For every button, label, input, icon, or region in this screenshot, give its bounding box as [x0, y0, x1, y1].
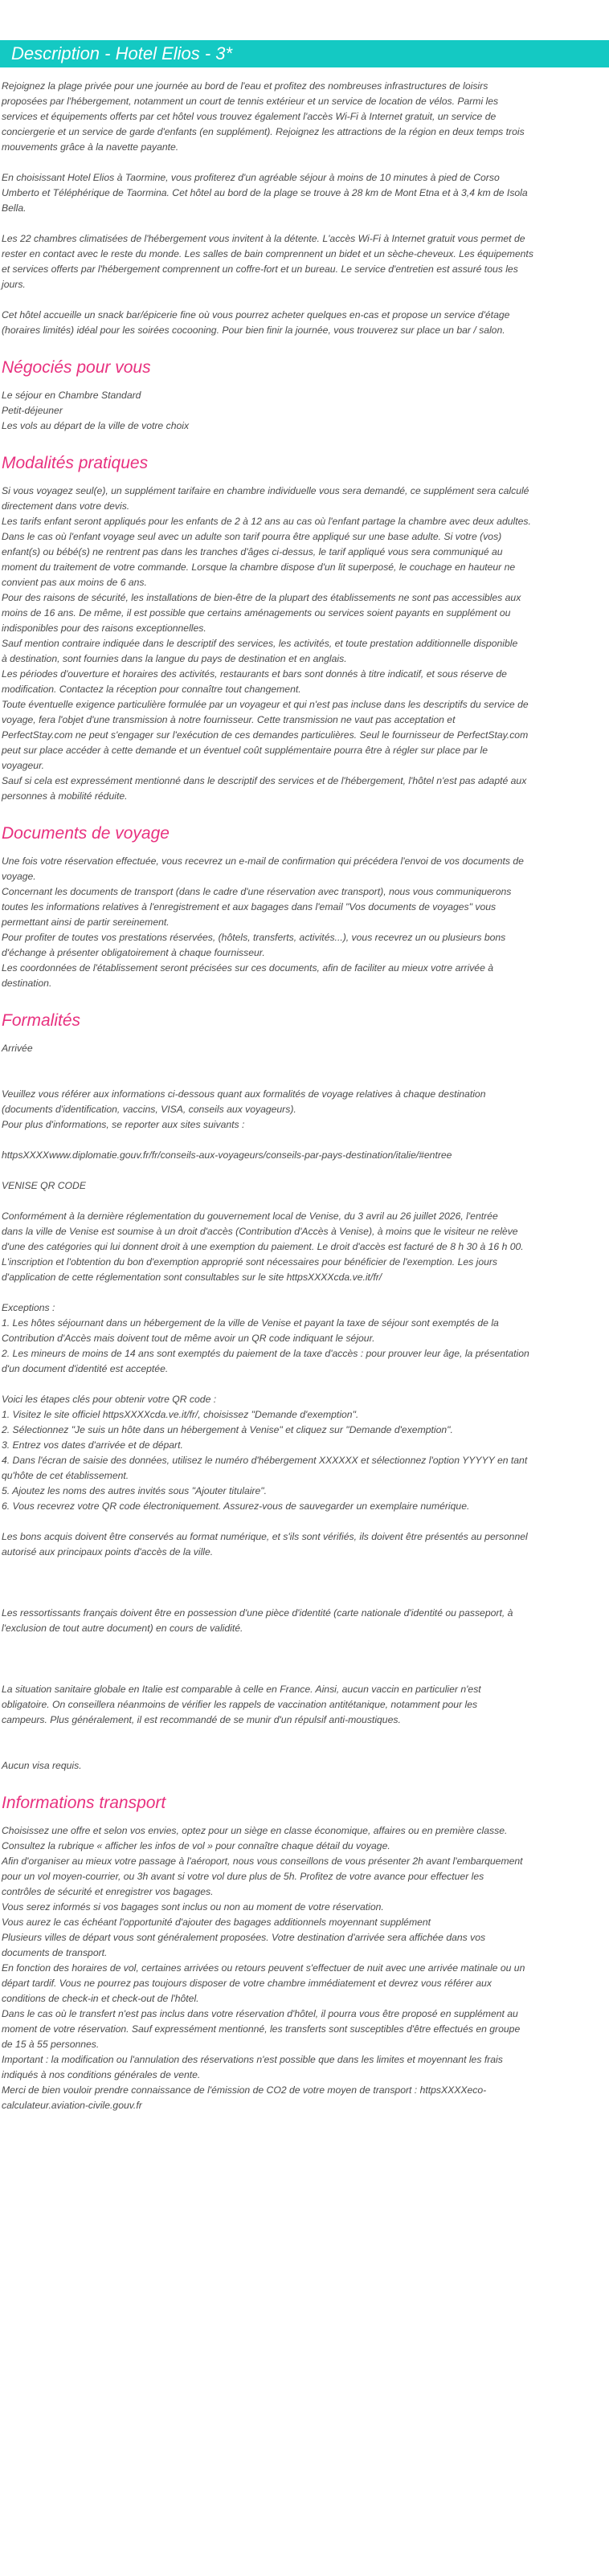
- section-title-documents: Documents de voyage: [2, 824, 170, 843]
- section-title-transport: Informations transport: [2, 1794, 166, 1812]
- description-paragraph: Cet hôtel accueille un snack bar/épicerie fine où vous pourrez acheter quelques en-cas et propose un service d'étage (horaires limités) idéal pour les soirées cocooning. Pour bien finir la journée, vous trouverez sur place un bar / salon.: [2, 309, 510, 336]
- description-paragraph: Les 22 chambres climatisées de l'hébergement vous invitent à la détente. L'accès Wi-Fi à Internet gratuit vous permet de rester en contact avec le reste du monde. Les salles de bain comprennent un bidet et un sèche-cheveux. Les équipements et services offerts par l'hébergement comprennent un coffre-fort et un bureau. Le service d'entretien est assuré tous les jours.: [2, 233, 533, 290]
- title-banner: [0, 40, 609, 67]
- venise-exceptions: Exceptions : 1. Les hôtes séjournant dans un hébergement de la ville de Venise et payant la taxe de séjour sont exemptés de la Contribution d'Accès mais doivent tout de même avoir un QR code indiquant le séjour. 2. Les mineurs de moins de 14 ans sont exemptés du paiement de la taxe d'accès : pour prouver leur âge, la présentation d'un document d'identité est acceptée.: [2, 1302, 529, 1374]
- negocies-list: Le séjour en Chambre Standard Petit-déjeuner Les vols au départ de la ville de votre choix: [2, 390, 190, 431]
- visa-text: Aucun visa requis.: [2, 1760, 82, 1771]
- identite-text: Les ressortissants français doivent être en possession d'une pièce d'identité (carte nationale d'identité ou passeport, à l'exclusion de tout autre document) en cours de validité.: [2, 1607, 513, 1634]
- section-title-formalites: Formalités: [2, 1011, 81, 1030]
- formalites-arrivee: Arrivée: [2, 1043, 33, 1054]
- transport-text: Choisissez une offre et selon vos envies, optez pour un siège en classe économique, affaires ou en première classe. Consultez la rubrique « afficher les infos de vol » pour connaître chaque détail du voyage. Afin d'organiser au mieux votre passage à l'aéroport, nous vous conseillons de vous présenter 2h avant l'embarquement pour un vol moyen-courrier, ou 3h avant si votre vol dure plus de 5h. Profitez de votre avance pour effectuer les contrôles de sécurité et enregistrer vos bagages. Vous serez informés si vos bagages sont inclus ou non au moment de votre réservation. Vous aurez le cas échéant l'opportunité d'ajouter des bagages additionnels moyennant supplément Plusieurs villes de départ vous sont généralement proposées. Votre destination d'arrivée sera affichée dans vos documents de transport. En fonction des horaires de vol, certaines arrivées ou retours peuvent s'effectuer de nuit avec une arrivée matinale ou un départ tardif. Vous ne pourrez pas toujours disposer de votre chambre immédiatement et devrez vous référer aux conditions de check-in et check-out de l'hôtel. Dans le cas où le transfert n'est pas inclus dans votre réservation d'hôtel, il pourra vous être proposé en supplément au moment de votre réservation. Sauf expressément mentionné, les transferts sont susceptibles d'être effectués en groupe de 15 à 55 personnes. Important : la modification ou l'annulation des réservations n'est possible que dans les limites et moyennant les frais indiqués à nos conditions générales de vente. Merci de bien vouloir prendre connaissance de l'émission de CO2 de votre moyen de transport : httpsXXXXeco- calculateur.aviation-civile.gouv.fr: [2, 1825, 525, 2111]
- section-title-negocies: Négociés pour vous: [2, 358, 151, 377]
- description-paragraph: En choisissant Hotel Elios à Taormine, vous profiterez d'un agréable séjour à moins de 10 minutes à pied de Corso Umberto et Téléphérique de Taormina. Cet hôtel au bord de la plage se trouve à 28 km de Mont Etna et à 3,4 km de Isola Bella.: [2, 172, 528, 214]
- formalites-intro: Veuillez vous référer aux informations ci-dessous quant aux formalités de voyage relatives à chaque destination (documents d'identification, vaccins, VISA, conseils aux voyageurs). Pour plus d'informations, se reporter aux sites suivants :: [2, 1088, 486, 1130]
- main-content: [0, 79, 609, 2113]
- diplomatie-link: httpsXXXXwww.diplomatie.gouv.fr/fr/conseils-aux-voyageurs/conseils-par-pays-destination/italie/#entree: [2, 1149, 452, 1161]
- venise-title: VENISE QR CODE: [2, 1180, 86, 1191]
- page-title: Description - Hotel Elios - 3*: [11, 43, 233, 63]
- documents-text: Une fois votre réservation effectuée, vous recevrez un e-mail de confirmation qui précédera l'envoi de vos documents de voyage. Concernant les documents de transport (dans le cadre d'une réservation avec transport), nous vous communiquerons toutes les informations relatives à l'enregistrement et aux bagages dans l'email "Vos documents de voyages" vous permettant ainsi de partir sereinement. Pour profiter de toutes vos prestations réservées, (hôtels, transferts, activités...), vous recevrez un ou plusieurs bons d'échange à présenter obligatoirement à chaque fournisseur. Les coordonnées de l'établissement seront précisées sur ces documents, afin de faciliter au mieux votre arrivée à destination.: [2, 855, 524, 989]
- description-paragraph: Rejoignez la plage privée pour une journée au bord de l'eau et profitez des nombreuses infrastructures de loisirs proposées par l'hébergement, notamment un court de tennis extérieur et un service de location de vélos. Parmi les services et équipements offerts par cet hôtel vous trouvez également l'accès Wi-Fi à Internet gratuit, un service de conciergerie et un service de garde d'enfants (en supplément). Rejoignez les attractions de la région en deux temps trois mouvements grâce à la navette payante.: [2, 80, 525, 153]
- venise-text: Conformément à la dernière réglementation du gouvernement local de Venise, du 3 avril au 26 juillet 2026, l'entrée dans la ville de Venise est soumise à un droit d'accès (Contribution d'Accès à Venise), à moins que le visiteur ne relève d'une des catégories qui lui donnent droit à une exemption du paiement. Le droit d'accès est facturé de 8 h 30 à 16 h 00. L'inscription et l'obtention du bon d'exemption approprié sont nécessaires pour bénéficier de l'exemption. Les jours d'application de cette réglementation sont consultables sur le site httpsXXXXcda.ve.it/fr/: [2, 1210, 524, 1283]
- modalites-text: Si vous voyagez seul(e), un supplément tarifaire en chambre individuelle vous sera demandé, ce supplément sera calculé directement dans votre devis. Les tarifs enfant seront appliqués pour les enfants de 2 à 12 ans au cas où l'enfant partage la chambre avec deux adultes. Dans le cas où l'enfant voyage seul avec un adulte son tarif pourra être appliqué sur une base adulte. Si votre (vos) enfant(s) ou bébé(s) ne rentrent pas dans les tranches d'âges ci-dessus, le tarif appliqué vous sera communiqué au moment du traitement de votre commande. Lorsque la chambre dispose d'un lit superposé, le couchage en hauteur ne convient pas aux moins de 6 ans. Pour des raisons de sécurité, les installations de bien-être de la plupart des établissements ne sont pas accessibles aux moins de 16 ans. De même, il est possible que certains aménagements ou services soient payants en supplément ou indisponibles pour des raisons exceptionnelles. Sauf mention contraire indiquée dans le descriptif des services, les activités, et toute prestation additionnelle disponible à destination, sont fournies dans la langue du pays de destination et en anglais. Les périodes d'ouverture et horaires des activités, restaurants et bars sont donnés à titre indicatif, et sous réserve de modification. Contactez la réception pour connaître tout changement. Toute éventuelle exigence particulière formulée par un voyageur et qui n'est pas incluse dans les descriptifs du service de voyage, fera l'objet d'une transmission à notre fournisseur. Cette transmission ne vaut pas acceptation et PerfectStay.com ne peut s'engager sur l'exécution de ces demandes particulières. Seul le fournisseur de PerfectStay.com peut sur place accéder à cette demande et un éventuel coût supplémentaire pourra être à régler sur place par le voyageur. Sauf si cela est expressément mentionné dans le descriptif des services et de l'hébergement, l'hôtel n'est pas adapté aux personnes à mobilité réduite.: [2, 485, 531, 802]
- section-title-modalites: Modalités pratiques: [2, 454, 149, 472]
- bons-text: Les bons acquis doivent être conservés au format numérique, et s'ils sont vérifiés, ils doivent être présentés au personnel autorisé aux principaux points d'accès de la ville.: [2, 1531, 528, 1557]
- qr-code-steps: Voici les étapes clés pour obtenir votre QR code : 1. Visitez le site officiel httpsXXXXcda.ve.it/fr/, choisissez "Demande d'exemption". 2. Sélectionnez "Je suis un hôte dans un hébergement à Venise" et cliquez sur "Demande d'exemption". 3. Entrez vos dates d'arrivée et de départ. 4. Dans l'écran de saisie des données, utilisez le numéro d'hébergement XXXXXX et sélectionnez l'option YYYYY en tant qu'hôte de cet établissement. 5. Ajoutez les noms des autres invités sous "Ajouter titulaire". 6. Vous recevrez votre QR code électroniquement. Assurez-vous de sauvegarder un exemplaire numérique.: [2, 1394, 528, 1512]
- sanitaire-text: La situation sanitaire globale en Italie est comparable à celle en France. Ainsi, aucun vaccin en particulier n'est obligatoire. On conseillera néanmoins de vérifier les rappels de vaccination antitétanique, notamment pour les campeurs. Plus généralement, il est recommandé de se munir d'un répulsif anti-moustiques.: [2, 1684, 481, 1725]
